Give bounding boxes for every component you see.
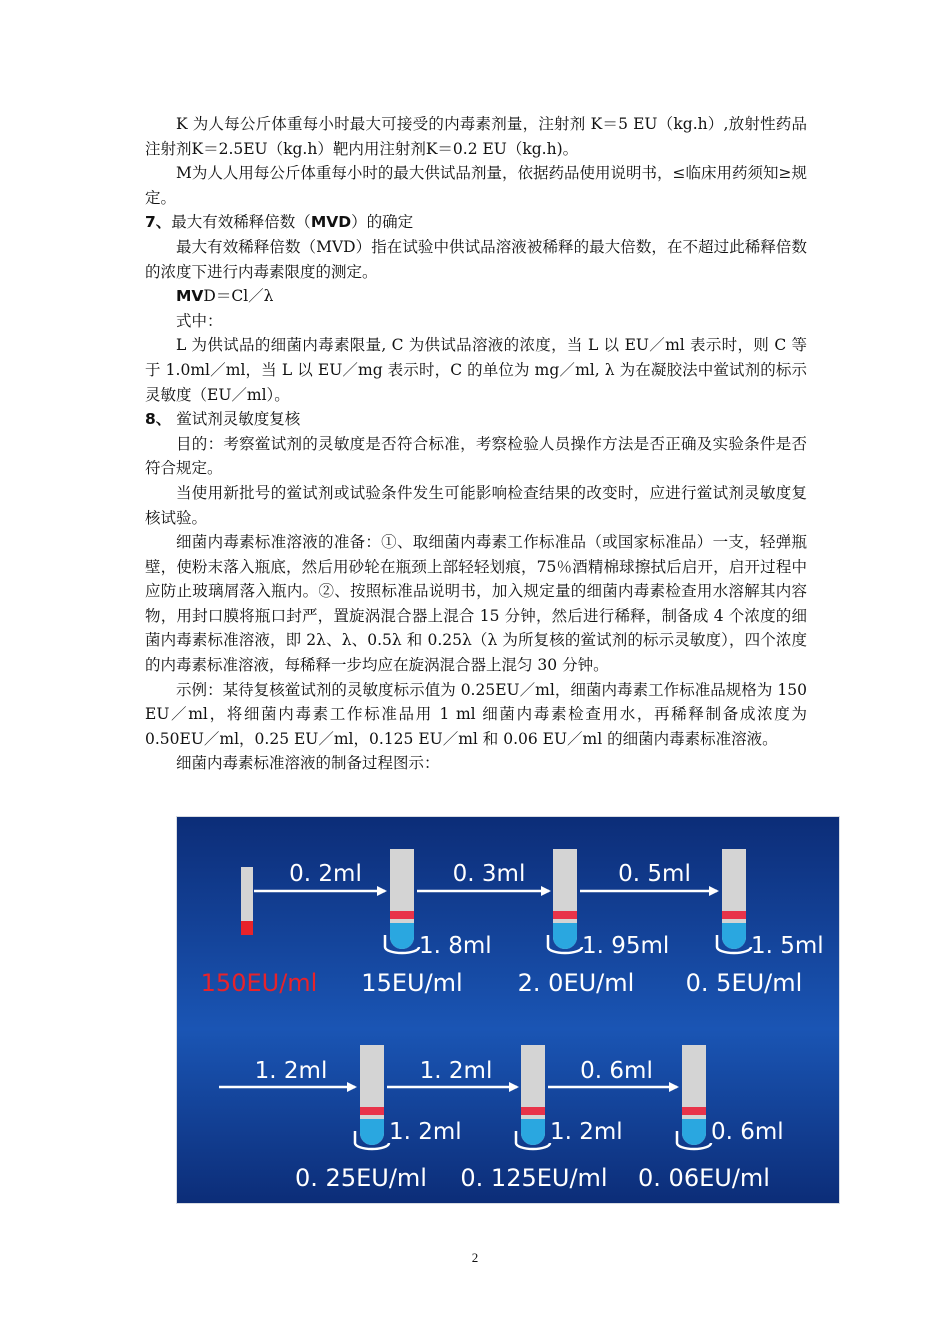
dilution-diagram-svg (177, 817, 839, 1203)
row2-tube-2-band (521, 1107, 545, 1115)
formula-where-label: 式中： (176, 311, 223, 330)
row1-volume-label-3: 1. 5ml (751, 933, 824, 959)
row2-transfer-label-3: 0. 6ml (580, 1058, 653, 1084)
row1-volume-label-2: 1. 95ml (582, 933, 670, 959)
paragraph-standard-preparation: 细菌内毒素标准溶液的准备：①、取细菌内毒素工作标准品（或国家标准品）一支，轻弹瓶壁，使粉末落入瓶底，然后用砂轮在瓶颈上部轻轻划痕，75％酒精棉球擦拭后启开，启开过程中应防止玻璃屑落入瓶内。②、按照标准品说明书，加入规定量的细菌内毒素检查用水溶解其内容物，用封口膜将瓶口封严，置旋涡混合器上混合 15 分钟，然后进行稀释，制备成 4 个浓度的细菌内毒素标准溶液，即 2λ、λ、0.5λ 和 0.25λ（λ 为所复核的鲎试剂的标示灵敏度），四个浓度的内毒素标准溶液，每稀释一步均应在旋涡混合器上混匀 30 分钟。 (145, 533, 807, 675)
row1-volume-label-1: 1. 8ml (419, 933, 492, 959)
row2-concentration-label-2: 0. 125EU/ml (460, 1164, 608, 1192)
source-ampoule-content (241, 921, 253, 935)
row1-tube-3-band (722, 911, 746, 919)
section-8-title: 鲎试剂灵敏度复核 (176, 410, 301, 429)
section-7-heading (145, 210, 807, 235)
row2-tube-3-band (682, 1107, 706, 1115)
row1-tube-1-water (390, 923, 414, 949)
paragraph-example: 示例：某待复核鲎试剂的灵敏度标示值为 0.25EU／ml，细菌内毒素工作标准品规格为 150 EU／ml，将细菌内毒素工作标准品用 1 ml 细菌内毒素检查用水，再稀释制备成浓度为 0.50EU／ml，0.25 EU／ml，0.125 EU／ml 和 0.06 EU／ml 的细菌内毒素标准溶液。 (145, 680, 807, 748)
dilution-diagram (176, 816, 840, 1204)
row2-tube-3-water (682, 1119, 706, 1145)
row2-transfer-label-2: 1. 2ml (419, 1058, 493, 1084)
paragraph-k-definition: K 为人每公斤体重每小时最大可接受的内毒素剂量，注射剂 K＝5 EU（kg.h）,放射性药品注射剂K＝2.5EU（kg.h）靶内用注射剂K＝0.2 EU（kg.h)。 (145, 115, 807, 158)
figure-caption: 细菌内毒素标准溶液的制备过程图示： (176, 754, 440, 773)
paragraph-m-definition: M为人人用每公斤体重每小时的最大供试品剂量，依据药品使用说明书，≤临床用药须知≥规定。 (145, 164, 807, 207)
mvd-formula-bold: MV (176, 287, 204, 306)
section-7-title-pre: 最大有效稀释倍数（ (171, 213, 311, 232)
row1-concentration-label-2: 15EU/ml (361, 969, 463, 997)
row1-transfer-label-1: 0. 2ml (289, 861, 362, 887)
paragraph-formula-variables: L 为供试品的细菌内毒素限量, C 为供试品溶液的浓度，当 L 以 EU／ml 表示时，则 C 等于 1.0ml／ml，当 L 以 EU／mg 表示时，C 的单位为 mg／ml, λ 为在凝胶法中鲎试剂的标示灵敏度（EU／ml）。 (145, 336, 807, 404)
row1-tube-2-band (553, 911, 577, 919)
row1-transfer-label-2: 0. 3ml (452, 861, 526, 887)
section-7-title-bold: MVD (310, 213, 352, 232)
row2-transfer-label-1: 1. 2ml (254, 1058, 328, 1084)
row2-tube-2-water (521, 1119, 545, 1145)
page-number: 2 (471, 1250, 479, 1265)
row2-volume-label-3: 0. 6ml (711, 1119, 784, 1145)
row2-tube-1-water (360, 1119, 384, 1145)
body-text (145, 112, 807, 776)
mvd-formula (145, 284, 807, 309)
row2-volume-label-1: 1. 2ml (389, 1119, 462, 1145)
paragraph-mvd-definition: 最大有效稀释倍数（MVD）指在试验中供试品溶液被稀释的最大倍数，在不超过此稀释倍数的浓度下进行内毒素限度的测定。 (145, 237, 807, 281)
row2-volume-label-2: 1. 2ml (550, 1119, 623, 1145)
row1-concentration-label-3: 2. 0EU/ml (517, 969, 635, 997)
section-7-title-post: ）的确定 (351, 213, 414, 232)
row2-tube-1-band (360, 1107, 384, 1115)
row1-tube-2-water (553, 923, 577, 949)
row1-tube-1-band (390, 911, 414, 919)
row2-concentration-label-3: 0. 06EU/ml (638, 1164, 770, 1192)
section-8-number: 8、 (145, 410, 172, 429)
row1-tube-3-water (722, 923, 746, 949)
mvd-formula-rest: D＝Cl／λ (203, 287, 274, 306)
paragraph-when-to-verify: 当使用新批号的鲎试剂或试验条件发生可能影响检查结果的改变时，应进行鲎试剂灵敏度复核试验。 (145, 483, 807, 527)
row1-concentration-label-1: 150EU/ml (200, 969, 318, 997)
row1-transfer-label-3: 0. 5ml (618, 861, 691, 887)
paragraph-purpose: 目的：考察鲎试剂的灵敏度是否符合标准，考察检验人员操作方法是否正确及实验条件是否符合规定。 (145, 434, 807, 478)
row2-concentration-label-1: 0. 25EU/ml (295, 1164, 427, 1192)
section-7-number: 7、 (145, 213, 172, 232)
section-8-heading (145, 407, 807, 432)
row1-concentration-label-4: 0. 5EU/ml (685, 969, 803, 997)
